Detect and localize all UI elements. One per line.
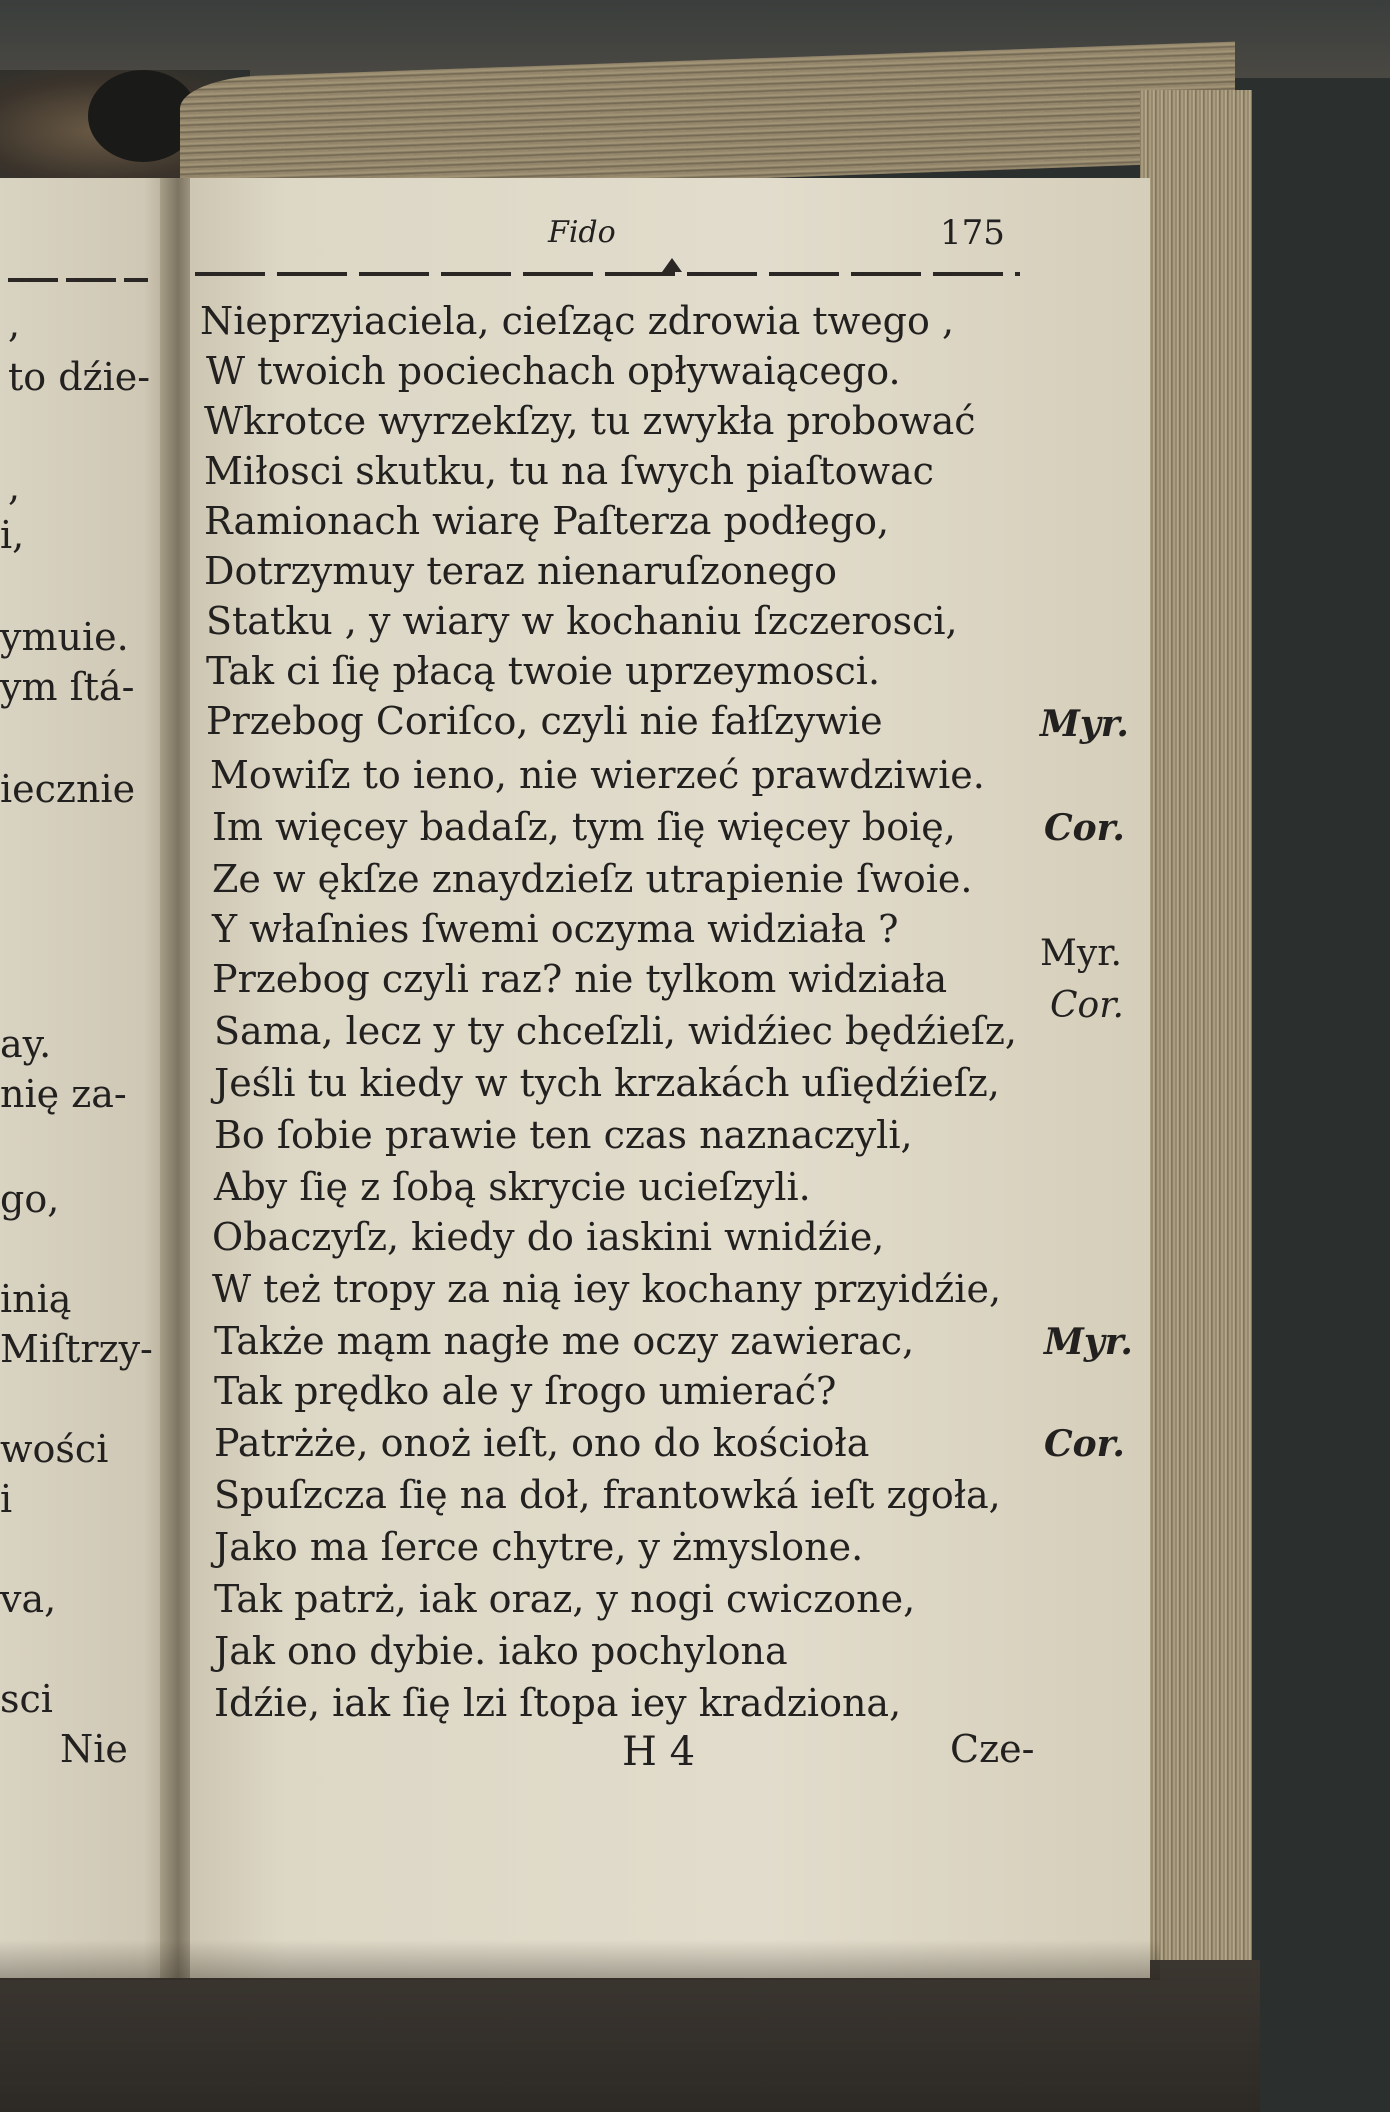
speaker-label: Cor. [1050,985,1124,1026]
left-fragment: iecznie [0,767,136,811]
verse-line: Aby ſię z ſobą skrycie ucieſzyli. [214,1165,811,1209]
left-fragment: i [0,1477,13,1521]
running-title: Fido [548,215,616,250]
verse-line: Jako ma ſerce chytre, y żmyslone. [214,1525,864,1569]
left-page-header-rule [8,278,148,282]
verse-line: Bo ſobie prawie ten czas naznaczyli, [214,1113,913,1157]
left-fragment: go, [0,1177,60,1221]
speaker-label: Cor. [1044,807,1125,849]
verse-line: W też tropy za nią iey kochany przyidźie, [212,1267,1002,1311]
catchword: Cze- [950,1727,1035,1771]
speaker-label: Myr. [1044,1321,1133,1363]
left-fragment: Miſtrzy- [0,1327,153,1371]
left-fragment: , [8,302,21,346]
left-fragment: sci [0,1677,53,1721]
left-fragment: wości [0,1427,109,1471]
verse-line: Spuſzcza ſię na doł, frantowká ieſt zgoła, [214,1473,1001,1517]
verse-line: Wkrotce wyrzekſzy, tu zwykła probować [204,399,976,443]
verse-line: Sama, lecz y ty chceſzli, widźiec będźieſz, [214,1009,1017,1053]
verse-line: Jak ono dybie. iako pochylona [214,1629,788,1673]
left-fragment: va, [0,1577,57,1621]
verse-line: Ramionach wiarę Paſterza podłego, [204,499,890,543]
left-fragment: to dźie- [8,355,151,399]
left-fragment: i, [0,513,25,557]
verse-line: Przebog Coriſco, czyli nie fałſzywie [206,699,883,743]
verse-line: Tak patrż, iak oraz, y nogi cwiczone, [214,1577,916,1621]
verse-line: Im więcey badaſz, tym ſię więcey boię, [212,805,956,849]
verse-line: Przebog czyli raz? nie tylkom widziała [212,957,948,1001]
verse-line: Miłosci skutku, tu na ſwych piaſtowac [204,449,934,493]
verse-line: Patrżże, onoż ieſt, ono do kościoła [214,1421,870,1465]
verse-line: Y właſnies ſwemi oczyma widziała ? [212,907,899,951]
signature-mark: H 4 [622,1729,696,1775]
left-fragment: ay. [0,1022,52,1066]
rule-ornament [662,258,682,272]
verse-line: W twoich pociechach opływaiącego. [206,349,901,393]
verse-line: Jeśli tu kiedy w tych krzakách uſiędźieſz, [214,1061,1000,1105]
header-rule [195,272,1020,276]
left-fragment: ymuie. [0,615,129,659]
verse-line: Idźie, iak ſię lzi ſtopa iey kradziona, [214,1681,902,1725]
book-bottom-edge [0,1960,1260,2112]
speaker-label: Myr. [1040,933,1122,974]
verse-line: Obaczyſz, kiedy do iaskini wnidźie, [212,1215,885,1259]
left-fragment: , [8,465,21,509]
left-fragment: nię za- [0,1072,127,1116]
page-stack-right-edge [1140,90,1252,1960]
speaker-label: Myr. [1040,703,1129,745]
page-bottom-shadow [0,1940,1160,1980]
verse-line: Także mąm nagłe me oczy zawierac, [214,1319,915,1363]
left-catchword: Nie [60,1727,128,1771]
verse-line: Dotrzymuy teraz nienaruſzonego [204,549,838,593]
left-fragment: ym ſtá- [0,665,135,709]
page-number: 175 [940,213,1005,253]
verse-line: Nieprzyiaciela, cieſząc zdrowia twego , [200,299,955,343]
left-fragment: inią [0,1277,72,1321]
verse-line: Ze w ękſze znaydzieſz utrapienie ſwoie. [212,857,973,901]
speaker-label: Cor. [1044,1423,1125,1465]
verse-line: Statku , y wiary w kochaniu ſzczerosci, [206,599,958,643]
verse-line: Tak prędko ale y ſrogo umierać? [214,1369,837,1413]
verse-line: Tak ci ſię płacą twoie uprzeymosci. [206,649,881,693]
verse-line: Mowiſz to ieno, nie wierzeć prawdziwie. [210,753,985,797]
